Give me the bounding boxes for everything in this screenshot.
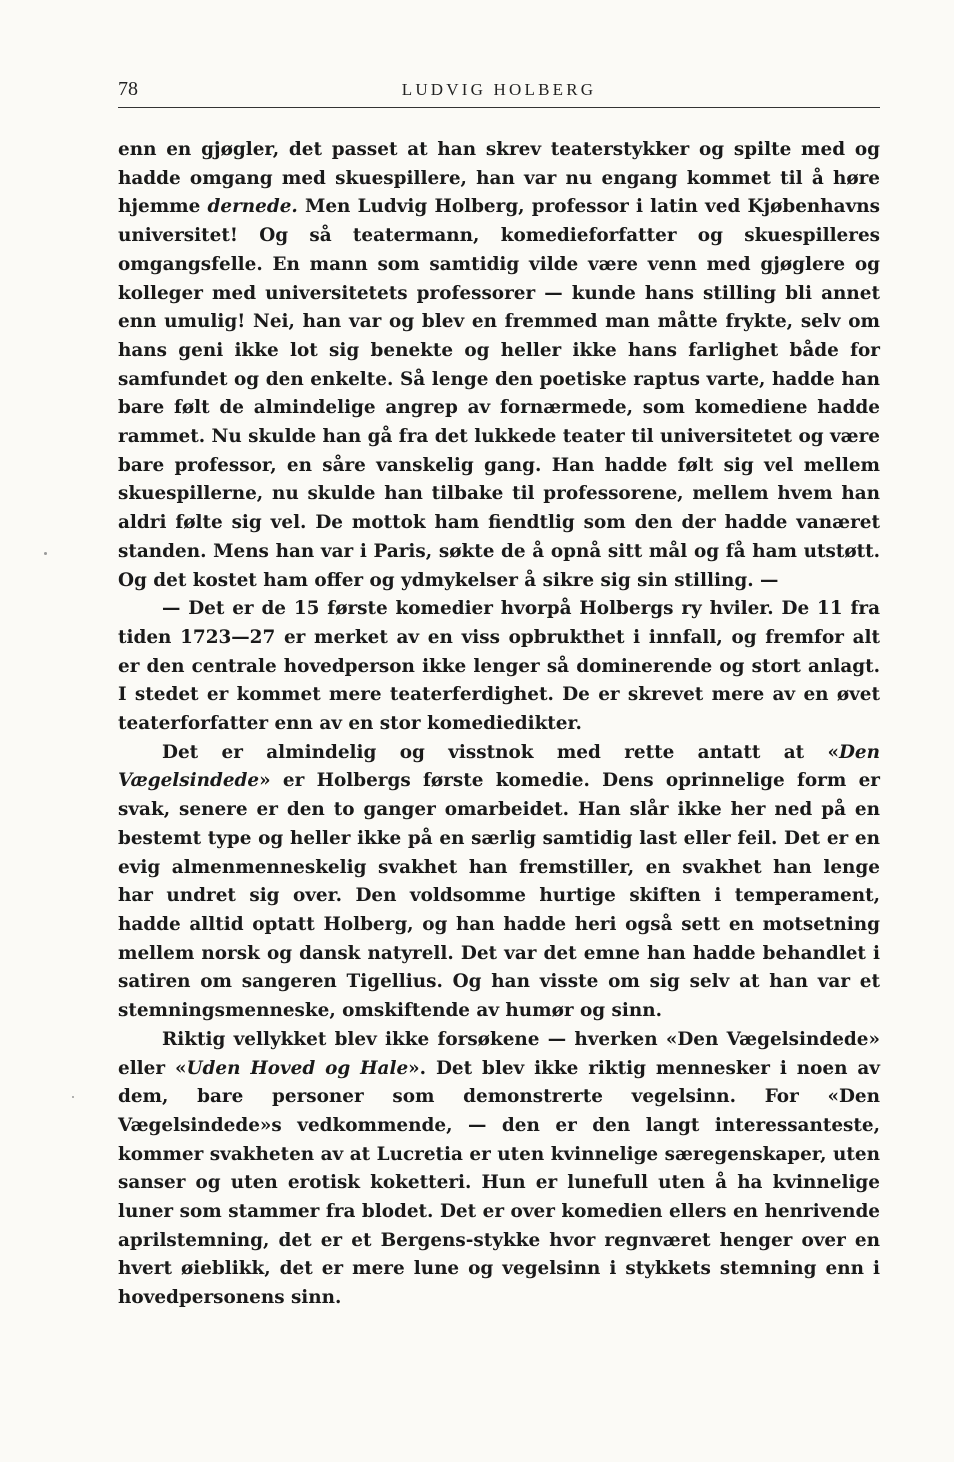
- paragraph-2: — Det er de 15 første komedier hvorpå Holbergs ry hviler. De 11 fra tiden 1723—27 er merket av en viss opbrukthet i innfall, og fremfor alt er den centrale hovedperson ikke lenger så dominerende og stort anlagt. I stedet er kommet mere teaterferdighet. De er skrevet mere av en øvet teaterforfatter enn av en stor komediedikter.: [118, 598, 880, 735]
- paper-speck: [72, 1096, 74, 1098]
- emphasis-title-vaegelsindede: Den Vægelsindede: [118, 741, 880, 792]
- running-head: [118, 74, 880, 108]
- header-rule: [118, 107, 880, 108]
- emphasis-dernede: dernede.: [207, 196, 298, 218]
- paragraph-4: Riktig vellykket blev ikke forsøkene — hverken «Den Vægelsindede» eller «Uden Hoved og Hale». Det blev ikke riktig mennesker i noen av dem, bare personer som demonstrerte vegelsinn. For «Den Vægelsindede»s vedkommende, — den er den langt interessanteste, kommer svakheten av at Lucretia er uten kvinnelige særegenskaper, uten sanser og uten erotisk koketteri. Hun er lunefull uten å ha kvinnelige luner som stammer fra blodet. Det er over komedien ellers en henrivende aprilstemning, det er et Bergens-stykke hvor regnværet henger over en hvert øieblikk, det er mere lune og vegelsinn i stykkets stemning enn i hovedpersonens sinn.: [118, 1028, 880, 1309]
- paper-speck: [44, 552, 47, 555]
- body-text: [118, 136, 880, 1313]
- running-title: LUDVIG HOLBERG: [401, 80, 597, 99]
- emphasis-title-uden-hoved: Uden Hoved og Hale: [186, 1057, 409, 1079]
- page-number: 78: [118, 78, 138, 100]
- paragraph-1: enn en gjøgler, det passet at han skrev teaterstykker og spilte med og hadde omgang med skuespillere, han var nu engang kommet til å høre hjemme dernede. Men Ludvig Holberg, professor i latin ved Kjøbenhavns universitet! Og så teatermann, komedieforfatter og skuespilleres omgangsfelle. En mann som samtidig vilde være venn med gjøglere og kolleger med universitetets professorer — kunde hans stilling bli annet enn umulig! Nei, han var og blev en fremmed man måtte frykte, selv om hans geni ikke lot sig benekte og heller ikke hans farlighet både for samfundet og den enkelte. Så lenge den poetiske raptus varte, hadde han bare følt de almindelige angrep av fornærmede, som komediene hadde rammet. Nu skulde han gå fra det lukkede teater til universitetet og være bare professor, en såre vanskelig gang. Han hadde følt sig vel mellem skuespillerne, nu skulde han tilbake til professorene, mellem hvem han aldri følte sig vel. De mottok ham fiendtlig som den der hadde vanæret standen. Mens han var i Paris, søkte de å opnå sitt mål og få ham utstøtt. Og det kostet ham offer og ydmykelser å sikre sig sin stilling. —: [118, 139, 880, 591]
- paragraph-3: Det er almindelig og visstnok med rette antatt at «Den Vægelsindede» er Holbergs første komedie. Dens oprinnelige form er svak, senere er den to ganger omarbeidet. Han slår ikke her ned på en bestemt type og heller ikke på en særlig samtidig last eller feil. Det er en evig almenmenneskelig svakhet han fremstiller, en svakhet han lenge har undret sig over. Den voldsomme hurtige skiften i temperament, hadde alltid optatt Holberg, og han hadde heri også sett en motsetning mellem norsk og dansk natyrell. Det var det emne han hadde behandlet i satiren om sangeren Tigellius. Og han visste om sig selv at han var et stemningsmenneske, omskiftende av humør og sinn.: [118, 741, 880, 1022]
